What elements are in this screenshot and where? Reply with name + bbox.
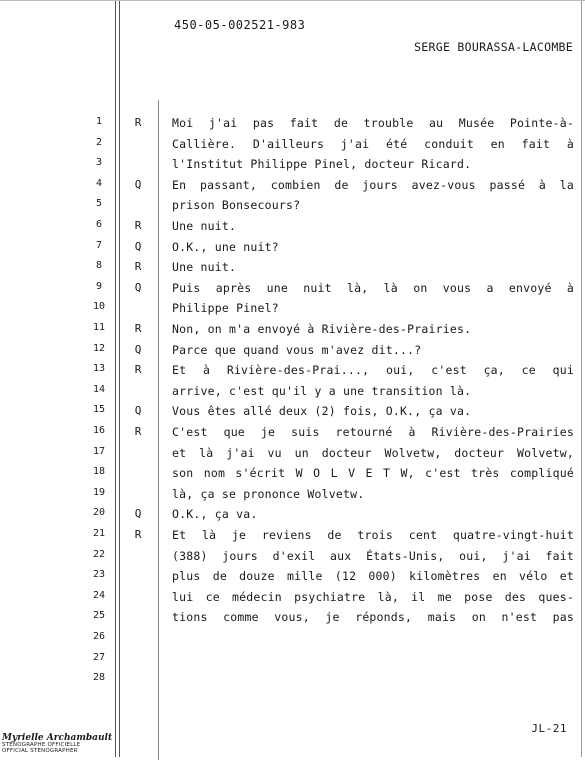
entry-line: plus de douze mille (12 000) kilomètres en vélo et: [172, 569, 574, 584]
line-number: 17: [92, 445, 106, 457]
speaker-marker: R: [134, 363, 142, 377]
stenographer-name: Myrielle Archambault: [2, 733, 113, 743]
entry-line: son nom s'écrit W O L V E T W, c'est très compliqué: [172, 466, 574, 481]
margin-rule-speaker: [158, 100, 159, 760]
line-number: 12: [92, 342, 106, 354]
speaker-marker: Q: [134, 239, 142, 253]
line-number: 22: [92, 548, 106, 560]
line-number: 9: [95, 280, 103, 292]
entry-line: En passant, combien de jours avez-vous passé à la: [172, 177, 574, 192]
line-number: 15: [92, 404, 106, 416]
entry-text: [172, 278, 574, 319]
speaker-marker: Q: [134, 342, 142, 356]
entry-line: Et à Rivière-des-Prai..., oui, c'est ça, ce qui: [172, 363, 574, 378]
line-number: 3: [95, 157, 103, 169]
line-number: 27: [92, 651, 106, 663]
line-number: 13: [92, 363, 106, 375]
entry-line: là, ça se prononce Wolvetw.: [172, 486, 365, 501]
entry-line: O.K., une nuit?: [172, 239, 279, 254]
line-number: 1: [95, 116, 103, 127]
speaker-marker: Q: [134, 280, 142, 294]
entry-line: et là j'ai vu un docteur Wolvetw, docteur Wolvetw,: [172, 445, 574, 460]
speaker-marker: R: [134, 322, 142, 335]
speaker-marker: Q: [134, 177, 142, 191]
line-number: 5: [95, 198, 103, 210]
line-number: 23: [92, 569, 106, 581]
entry-line: Moi j'ai pas fait de trouble au Musée Pointe-à-: [172, 116, 574, 130]
line-number: 19: [92, 486, 106, 498]
entry-line: Vous êtes allé deux (2) fois, O.K., ça va.: [172, 404, 472, 419]
line-number: 20: [92, 507, 106, 519]
entry-text: [172, 257, 574, 278]
entry-text: [172, 237, 574, 258]
line-number: 28: [92, 672, 106, 684]
line-number: 16: [92, 425, 106, 436]
entry-line: tions comme vous, je réponds, mais on n'est pas: [172, 610, 574, 625]
line-number: 10: [92, 301, 106, 313]
entry-line: Philippe Pinel?: [172, 301, 279, 316]
entry-text: [172, 175, 574, 216]
line-number: 24: [92, 589, 106, 601]
entry-text: [172, 319, 574, 340]
line-number: 21: [92, 528, 106, 539]
entry-line: Non, on m'a envoyé à Rivière-des-Prairies.: [172, 322, 472, 336]
entry-line: Callière. D'ailleurs j'ai été conduit en fait à: [172, 136, 574, 151]
entry-text: [172, 422, 574, 504]
line-number: 2: [95, 136, 103, 148]
speaker-marker: R: [134, 425, 142, 438]
entry-text: [172, 504, 574, 525]
entry-line: (388) jours d'exil aux États-Unis, oui, j'ai fait: [172, 548, 574, 563]
stenographer-title-en: OFFICIAL STENOGRAPHER: [2, 747, 78, 754]
speaker-marker: R: [134, 260, 142, 274]
margin-rule-left-1: [115, 0, 116, 757]
entry-line: Une nuit.: [172, 260, 237, 275]
line-number: 25: [92, 610, 106, 622]
speaker-marker: R: [134, 528, 142, 541]
margin-rule-right: [581, 0, 582, 757]
entry-line: lui ce médecin psychiatre là, il me pose des ques-: [172, 589, 574, 604]
entry-text: [172, 113, 574, 175]
entry-line: arrive, c'est qu'il y a une transition là.: [172, 383, 472, 398]
margin-rule-left-2: [119, 0, 120, 757]
page-code: JL-21: [531, 722, 567, 735]
line-number: 6: [95, 219, 103, 230]
entry-line: Et là je reviens de trois cent quatre-vingt-huit: [172, 528, 574, 542]
entry-text: [172, 216, 574, 237]
line-number: 14: [92, 383, 106, 395]
stenographer-title-fr: STÉNOGRAPHE OFFICIELLE: [2, 742, 81, 748]
entry-line: Puis après une nuit là, là on vous a envoyé à: [172, 280, 574, 295]
entry-text: [172, 340, 574, 361]
line-number: 4: [95, 177, 103, 189]
line-number: 7: [95, 239, 103, 251]
line-number: 26: [92, 631, 106, 642]
line-number: 18: [92, 466, 106, 478]
speaker-marker: Q: [134, 404, 142, 418]
entry-line: C'est que je suis retourné à Rivière-des-Prairies: [172, 425, 574, 439]
entry-text: [172, 401, 574, 422]
line-number: 11: [92, 322, 106, 333]
entry-line: prison Bonsecours?: [172, 198, 301, 213]
speaker-marker: R: [134, 219, 142, 232]
entry-line: Une nuit.: [172, 219, 237, 233]
case-number: 450-05-002521-983: [174, 18, 306, 32]
speaker-marker: R: [134, 116, 142, 129]
entry-text: [172, 360, 574, 401]
line-number: 8: [95, 260, 103, 272]
entry-line: O.K., ça va.: [172, 507, 258, 522]
witness-name: SERGE BOURASSA-LACOMBE: [414, 40, 573, 54]
entry-line: l'Institut Philippe Pinel, docteur Ricard.: [172, 157, 472, 172]
header-rule: [0, 0, 585, 1]
entry-text: [172, 525, 574, 628]
entry-line: Parce que quand vous m'avez dit...?: [172, 342, 422, 357]
speaker-marker: Q: [134, 507, 142, 521]
stenographer-stamp: [2, 734, 112, 754]
